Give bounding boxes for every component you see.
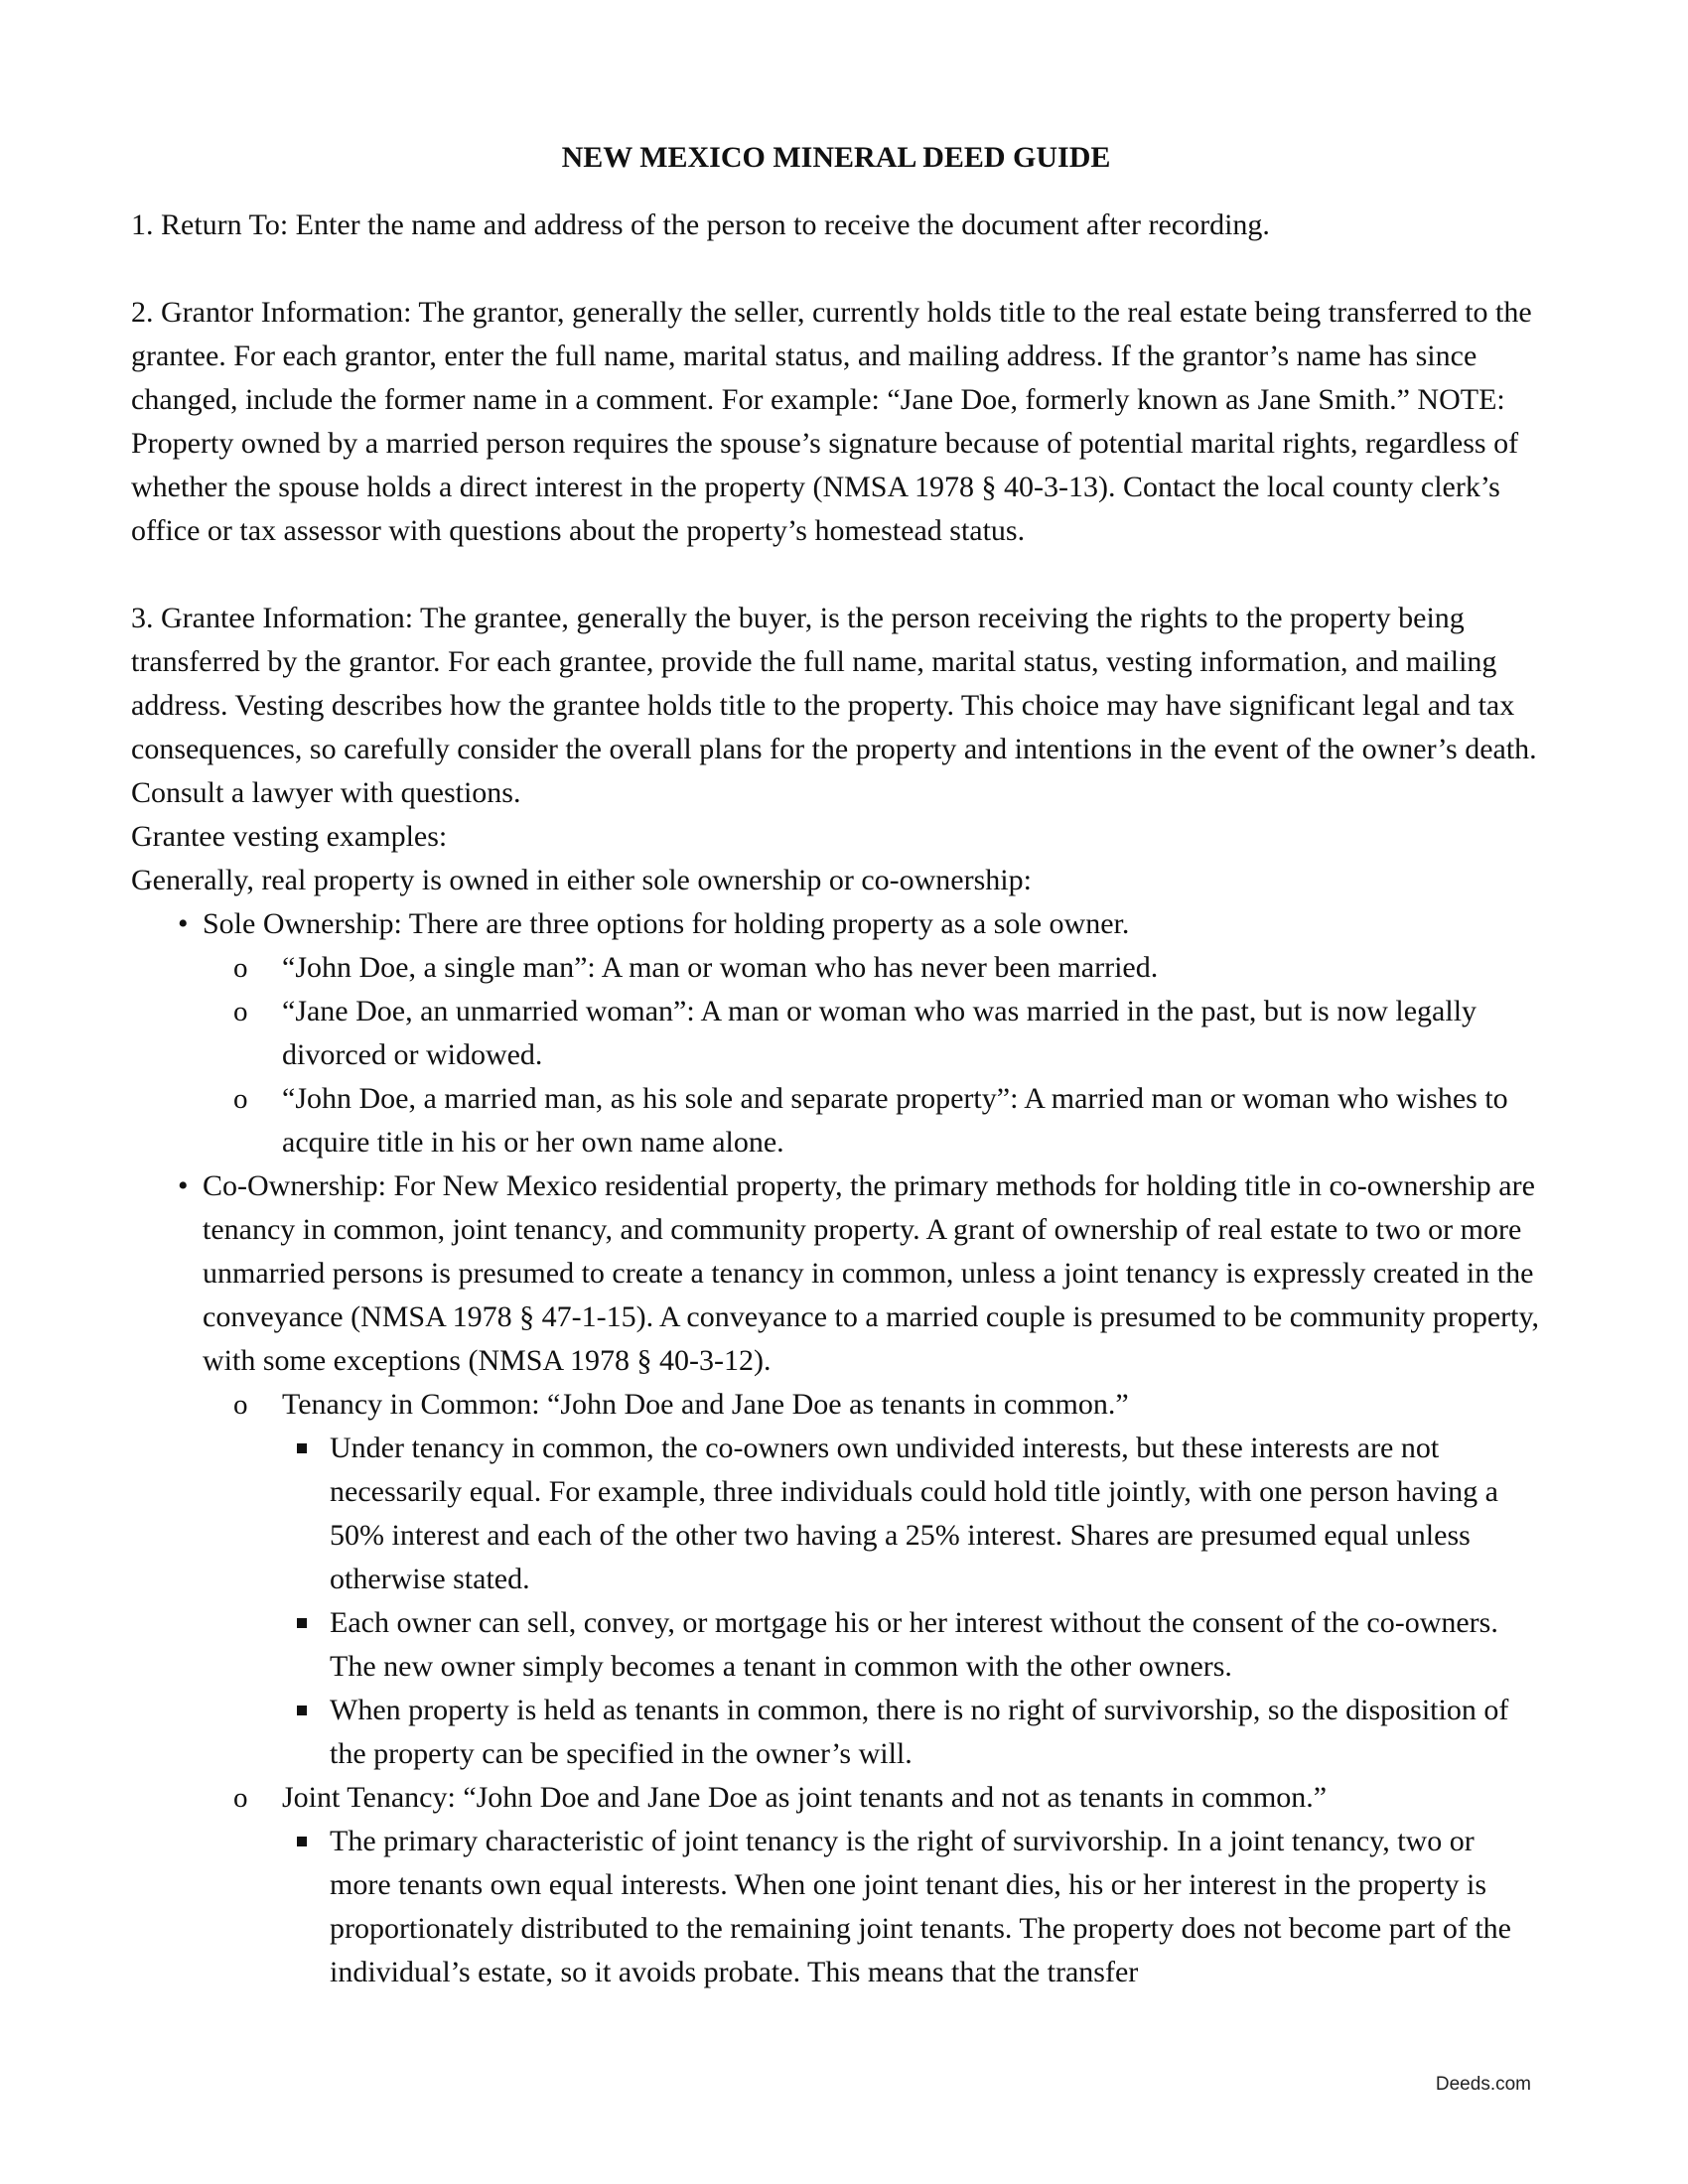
list-item-text: “Jane Doe, an unmarried woman”: A man or woman who was married in the past, but is now legally divorced or widowed. bbox=[282, 995, 1477, 1071]
list-item-married-man-separate bbox=[131, 1077, 1541, 1164]
list-item-sole-ownership bbox=[131, 902, 1541, 946]
circle-marker: o bbox=[233, 1782, 248, 1814]
square-bullet-marker bbox=[297, 1443, 307, 1453]
grantor-paragraph: 2. Grantor Information: The grantor, generally the seller, currently holds title to the real estate being transferred to the grantee. For each grantor, enter the full name, marital status, and mailing address. If the grantor’s name has since changed, include the former name in a comment. For example: “Jane Doe, formerly known as Jane Smith.” NOTE: Property owned by a married person requires the spouse’s signature because of potential marital rights, regardless of whether the spouse holds a direct interest in the property (NMSA 1978 § 40-3-13). Contact the local county clerk’s office or tax assessor with questions about the property’s homestead status. bbox=[131, 296, 1532, 547]
spacer bbox=[131, 247, 1541, 291]
grantee-paragraph: 3. Grantee Information: The grantee, generally the buyer, is the person receiving the rights to the property being transferred by the grantor. For each grantee, provide the full name, marital status, vesting information, and mailing address. Vesting describes how the grantee holds title to the property. This choice may have significant legal and tax consequences, so carefully consider the overall plans for the property and intentions in the event of the owner’s death. Consult a lawyer with questions. bbox=[131, 602, 1537, 809]
square-bullet-marker bbox=[297, 1837, 307, 1846]
list-item-text: Each owner can sell, convey, or mortgage his or her interest without the consent of the co-owners. The new owner simply becomes a tenant in common with the other owners. bbox=[330, 1606, 1498, 1683]
list-item-text: “John Doe, a married man, as his sole and separate property”: A married man or woman who wishes to acquire title in his or her own name alone. bbox=[282, 1082, 1508, 1159]
list-item-co-ownership bbox=[131, 1164, 1541, 1383]
list-item-tenancy-in-common bbox=[131, 1383, 1541, 1427]
list-item-text: Under tenancy in common, the co-owners own undivided interests, but these interests are not necessarily equal. For example, three individuals could hold title jointly, with one person having a 50% interest and each of the other two having a 25% interest. Shares are presumed equal unless otherwise stated. bbox=[330, 1432, 1498, 1595]
vesting-intro: Generally, real property is owned in either sole ownership or co-ownership: bbox=[131, 864, 1032, 896]
bullet-marker: • bbox=[178, 1169, 189, 1202]
joint-tenancy-label: Joint Tenancy: “John Doe and Jane Doe as joint tenants and not as tenants in common.” bbox=[282, 1781, 1328, 1814]
list-item-unmarried-woman bbox=[131, 990, 1541, 1077]
list-item-text: The primary characteristic of joint tenancy is the right of survivorship. In a joint tenancy, two or more tenants own equal interests. When one joint tenant dies, his or her interest in the property is proportionately distributed to the remaining joint tenants. The property does not become part of the individual’s estate, so it avoids probate. This means that the transfer bbox=[330, 1825, 1511, 1988]
list-item-single-man bbox=[131, 946, 1541, 990]
co-ownership-label: Co-Ownership: For New Mexico residential property, the primary methods for holding title in co-ownership are tenancy in common, joint tenancy, and community property. A grant of ownership of real estate to two or more unmarried persons is presumed to create a tenancy in common, unless a joint tenancy is expressly created in the conveyance (NMSA 1978 § 47-1-15). A conveyance to a married couple is presumed to be community property, with some exceptions (NMSA 1978 § 40-3-12). bbox=[203, 1169, 1540, 1377]
circle-marker: o bbox=[233, 1083, 248, 1115]
square-bullet-marker bbox=[297, 1706, 307, 1715]
bullet-marker: • bbox=[178, 907, 189, 940]
circle-marker: o bbox=[233, 996, 248, 1027]
list-item-jt-point bbox=[131, 1820, 1541, 1994]
list-item-text: “John Doe, a single man”: A man or woman who has never been married. bbox=[282, 951, 1159, 984]
footer-watermark: Deeds.com bbox=[1435, 2074, 1531, 2095]
tenancy-in-common-label: Tenancy in Common: “John Doe and Jane Doe as tenants in common.” bbox=[282, 1388, 1129, 1421]
list-item-tic-point bbox=[131, 1427, 1541, 1601]
square-bullet-marker bbox=[297, 1618, 307, 1628]
document-body bbox=[131, 138, 1541, 1994]
return-to-paragraph: 1. Return To: Enter the name and address of the person to receive the document after recording. bbox=[131, 208, 1270, 241]
list-item-tic-point bbox=[131, 1601, 1541, 1689]
sole-ownership-label: Sole Ownership: There are three options for holding property as a sole owner. bbox=[203, 907, 1130, 940]
circle-marker: o bbox=[233, 1389, 248, 1421]
list-item-joint-tenancy bbox=[131, 1776, 1541, 1820]
page-title: NEW MEXICO MINERAL DEED GUIDE bbox=[561, 141, 1111, 174]
list-item-tic-point bbox=[131, 1689, 1541, 1776]
vesting-heading: Grantee vesting examples: bbox=[131, 820, 448, 853]
spacer bbox=[131, 553, 1541, 597]
circle-marker: o bbox=[233, 952, 248, 984]
list-item-text: When property is held as tenants in common, there is no right of survivorship, so the disposition of the property can be specified in the owner’s will. bbox=[330, 1694, 1509, 1770]
